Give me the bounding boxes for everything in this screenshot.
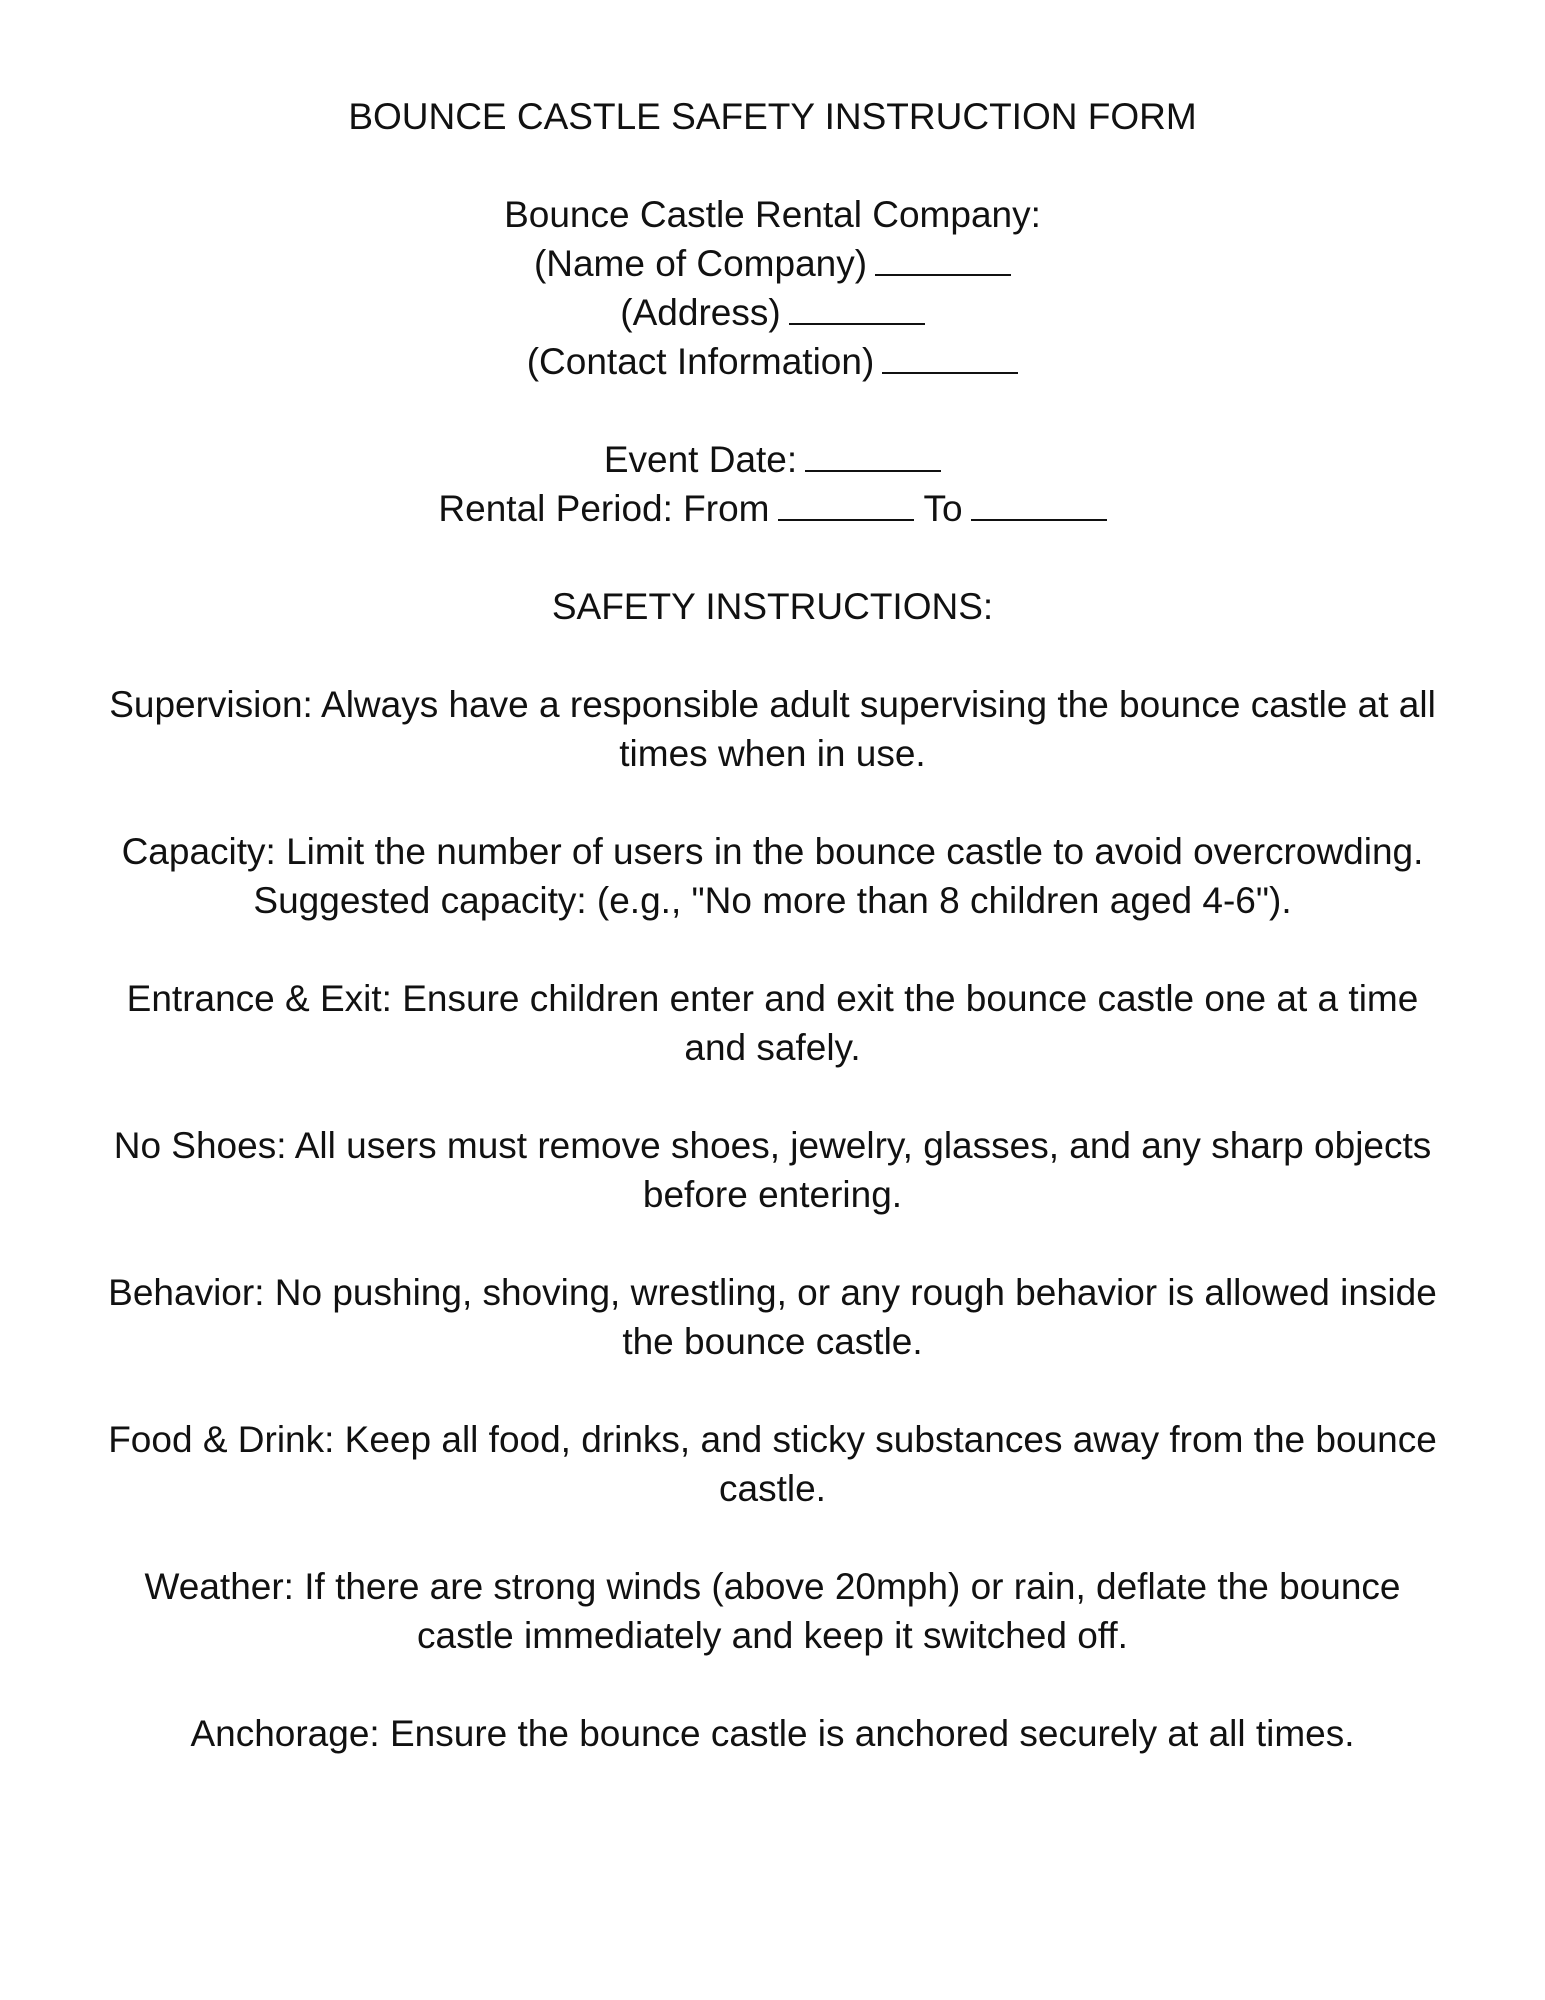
spacer	[80, 1513, 1465, 1562]
event-date-label: Event Date:	[603, 439, 798, 480]
company-name-blank[interactable]	[875, 244, 1011, 276]
spacer	[80, 1072, 1465, 1121]
rental-to-label: To	[923, 488, 963, 529]
instruction-line: No Shoes: All users must remove shoes, jewelry, glasses, and any sharp objects	[113, 1125, 1432, 1166]
contact-label: (Contact Information)	[526, 341, 875, 382]
rental-to-blank[interactable]	[971, 489, 1107, 521]
spacer	[80, 1219, 1465, 1268]
spacer	[80, 631, 1465, 680]
spacer	[80, 386, 1465, 435]
instruction-line: Anchorage: Ensure the bounce castle is anchored securely at all times.	[190, 1713, 1355, 1754]
instruction-line: Food & Drink: Keep all food, drinks, and sticky substances away from the bounce	[108, 1419, 1437, 1460]
instruction-food-drink	[80, 1415, 1465, 1513]
instruction-anchorage	[80, 1709, 1465, 1758]
event-date-blank[interactable]	[805, 440, 941, 472]
event-date-row	[80, 435, 1465, 484]
rental-from-blank[interactable]	[778, 489, 914, 521]
spacer	[80, 925, 1465, 974]
instruction-line: Behavior: No pushing, shoving, wrestling, or any rough behavior is allowed inside	[108, 1272, 1437, 1313]
address-blank[interactable]	[789, 293, 925, 325]
spacer	[80, 533, 1465, 582]
instruction-weather	[80, 1562, 1465, 1660]
spacer	[80, 141, 1465, 190]
instruction-line: times when in use.	[619, 733, 926, 774]
contact-blank[interactable]	[882, 342, 1018, 374]
company-heading: Bounce Castle Rental Company:	[504, 194, 1041, 235]
rental-from-label: Rental Period: From	[438, 488, 770, 529]
rental-period-row	[80, 484, 1465, 533]
instruction-line: before entering.	[642, 1174, 903, 1215]
instruction-line: Capacity: Limit the number of users in the bounce castle to avoid overcrowding.	[121, 831, 1424, 872]
instruction-line: Supervision: Always have a responsible adult supervising the bounce castle at all	[109, 684, 1436, 725]
instruction-line: castle immediately and keep it switched off.	[417, 1615, 1128, 1656]
instruction-capacity	[80, 827, 1465, 925]
instruction-no-shoes	[80, 1121, 1465, 1219]
instruction-behavior	[80, 1268, 1465, 1366]
spacer	[80, 1366, 1465, 1415]
safety-section-heading: SAFETY INSTRUCTIONS:	[551, 586, 994, 627]
instruction-line: the bounce castle.	[622, 1321, 923, 1362]
instruction-line: castle.	[719, 1468, 826, 1509]
instruction-line: and safely.	[684, 1027, 861, 1068]
spacer	[80, 778, 1465, 827]
instruction-line: Entrance & Exit: Ensure children enter and exit the bounce castle one at a time	[126, 978, 1419, 1019]
instruction-line: Weather: If there are strong winds (above 20mph) or rain, deflate the bounce	[144, 1566, 1401, 1607]
address-label: (Address)	[620, 292, 781, 333]
instruction-entrance-exit	[80, 974, 1465, 1072]
spacer	[80, 1660, 1465, 1709]
instruction-line: Suggested capacity: (e.g., "No more than 8 children aged 4-6").	[253, 880, 1292, 921]
company-name-label: (Name of Company)	[533, 243, 868, 284]
contact-row	[80, 337, 1465, 386]
address-row	[80, 288, 1465, 337]
form-title: BOUNCE CASTLE SAFETY INSTRUCTION FORM	[348, 96, 1197, 137]
company-name-row	[80, 239, 1465, 288]
instruction-supervision	[80, 680, 1465, 778]
